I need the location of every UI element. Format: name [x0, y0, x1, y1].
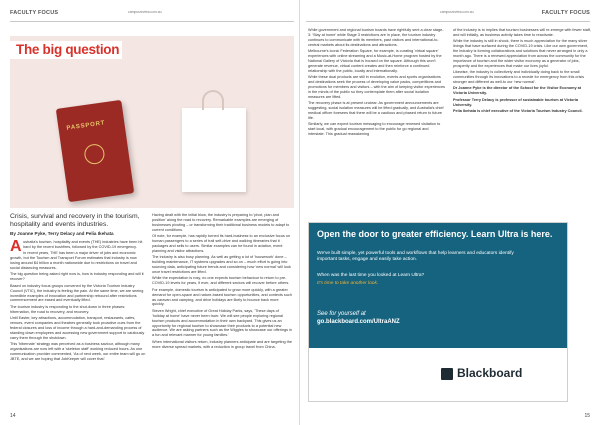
bag-handle: [202, 90, 224, 110]
paragraph: Of note, for example, has rapidly turned its hard-business to an exclusive focus on human passengers to a series of trail self-drive and walking itineraries that it packages and sells to users. Similar examples can be found in aviation, event planning and visitor attractions.: [152, 234, 291, 253]
paragraph: The industry is also busy planning. As well as getting a lot of 'housework' done – building maintenance, IT systems upgrades and so on – much effort is going into sourcing data, anticipating future trends and considering how 'new normal' will look once travel restrictions are lifted.: [152, 255, 291, 274]
ad-question: When was the last time you looked at Learn Ultra?: [317, 273, 425, 278]
paragraph: of the industry is to implies that tourism businesses will re-emerge with fewer staff, and will initially, as business activity takes time to reactivate.: [453, 28, 591, 37]
ad-cta[interactable]: [317, 311, 400, 326]
right-section-label: FACULTY FOCUS: [541, 10, 590, 16]
passport-emblem-icon: [83, 143, 106, 166]
right-header-rule: [306, 21, 590, 22]
paragraph: While these dual products are still in evolution, events and sports organisations and destinations seek the process of developing value packs, competitions and promotions for members and visitors – with the aim of keeping visitor experiences in the minds of the public so they contemplate them after social isolation measures are lifted.: [308, 75, 445, 99]
drop-cap: A: [10, 240, 22, 255]
paragraph: In recent years, THE has been a major driver of jobs and economic growth, but the Tourism and Transport Forum estimates that industry is now losing around $4 billion a month nationwide due to restrictions on travel and social distancing measures.: [10, 251, 137, 271]
paragraph: Melbourne's iconic Federation Square, for example, is curating 'virtual square' experiences with online streaming and a Music-at-Home program hosted by the National Gallery of Victoria that is housed on the square. Although this won't generate revenue, virtual content creates and then reinforce a continued relationship with the public, locally and internationally.: [308, 49, 442, 73]
paragraph: The big question being asked right now is, how is industry responding and will it recover?: [10, 272, 144, 282]
passport-label: PASSPORT: [66, 120, 106, 132]
left-running-head: [0, 10, 300, 20]
paragraph: Steven Wright, chief executive of Great Holiday Parks, says, 'These days of 'holiday at home' have never been truer. We will see people exploring regional tourism products and accommodation in their own backyard. This gives us an opportunity for regional tourism to showcase their products to a potential new audience. We are asking partners such as the Wiggles to showcase our offerings in a fun and relevant manner for young families.': [152, 308, 292, 338]
article-title: The big question: [16, 42, 120, 57]
ad-logo-area: [309, 348, 568, 402]
paragraph: This 'hibernate' strategy was perceived as a business saviour, although many organisations are now left with a 'skeleton staff' working reduced hours. As one communication provider commented, 'As of next week, our entire team will go on JBTE, and we are hoping that JobKeeper will cover that.': [10, 342, 146, 361]
paragraph-text: ustralia's tourism, hospitality and events (THE) industries have been hit hard by the recent bushfires, followed by the COVID-19 emergency.: [23, 240, 143, 249]
right-column-1: [308, 28, 446, 208]
left-header-rule: [10, 21, 294, 22]
blackboard-logo-icon: [441, 368, 453, 380]
right-page-number: 15: [584, 413, 590, 419]
paragraph: Until Easter, key attractions, accommodation, transport, restaurants, cafes, venues, event companies and theatres generally took proactive cues from the federal closures and loss of income through a hard-and-demanding process of standing down employees and accessing new government support to cautiously carry them through the shutdown.: [10, 316, 145, 340]
paragraph: While the industry is still in shock, there is much appreciation for the many silver linings that have surfaced during the COVID-19 crisis. Like our own government, the industry is forming collaborations and solutions that never arranged in only a month ago. There is a renewed appreciation from across the community for the importance of tourism and the wider visitor economy as a generator of jobs, prosperity and the experiences that make our lives joyful.: [453, 39, 589, 68]
shopping-bag-illustration: [182, 108, 246, 192]
blackboard-advertisement[interactable]: [308, 222, 568, 402]
author-bio: Professor Terry Delacy is professor of sustainable tourism at Victoria University.: [453, 97, 578, 107]
paragraph: The tourism industry is responding to the shut-down in three phases: hibernation, the road to recovery, and recovery.: [10, 304, 126, 314]
passport-illustration: [56, 100, 134, 202]
ad-cta-link[interactable]: go.blackboard.com/UltraANZ: [317, 318, 400, 325]
ad-tagline: It's time to take another look.: [317, 281, 379, 286]
paragraph: Having dealt with the initial blow, the industry is preparing to 'pivot, plan and position' along the road to recovery. Remarkable examples are emerging of businesses pivoting – or transforming their traditional business models to adapt to current conditions.: [152, 213, 290, 232]
paragraph: While government and regional tourism boards have rightfully sent a clear stage-3: 'Stay at home' while Stage 3 restrictions are in place, the tourism industry continues to communicate with its members, past visitors and international-to-central markets about its destinations and attractions.: [308, 28, 444, 47]
paragraph: Likewise, the industry is collectively and individually doing back to the small communities through its innovations to a recede for emergency from this crisis stronger and different as well-to our 'new normal'.: [453, 70, 585, 85]
right-column-2: [453, 28, 593, 218]
hero-image: [10, 36, 294, 208]
left-column-1: [10, 240, 146, 410]
paragraph: When international visitors return, industry planners anticipate and are targeting the more diverse spread markets, with a reduction in group travel from China.: [152, 339, 292, 349]
right-site-url: campusreview.com.au: [440, 10, 474, 14]
right-page: [300, 0, 600, 425]
right-running-head: [300, 10, 600, 20]
ad-body-text: We've built simple, yet powerful tools and workflows that help learners and educators identify important tasks, engage and easily take action.: [317, 251, 514, 262]
paragraph: Based on industry focus groups convened by the Victoria Tourism Industry Council (VTIC), the industry is feeling the pain. At the same time, we are seeing incredible examples of innovation and partnership rebound after restrictions commencement are eased and eventually lifted.: [10, 283, 144, 303]
paragraph: Similarly, we can expect tourism messaging to encourage renewed visitation to start local, with gradual encouragement to the public for go regional and interstate. This gradual reawakening: [308, 122, 441, 137]
author-bio: Dr Joanne Pyke is the director of the School for the Visitor Economy at Victoria University.: [453, 86, 581, 96]
left-page-number: 14: [10, 413, 16, 419]
left-section-label: FACULTY FOCUS: [10, 10, 59, 16]
author-bio: Pelia Ikehata is chief executive of the Victoria Tourism Industry Council.: [453, 109, 583, 114]
left-site-url: campusreview.com.au: [128, 10, 162, 14]
article-byline: By Joanne Pyke, Terry Delacy and Pelia Ikehata: [10, 231, 114, 236]
paragraph: [10, 240, 146, 255]
ad-headline: Open the door to greater efficiency. Learn Ultra is here.: [317, 229, 553, 239]
paragraph: While the expectation is rosy, no one expects tourism behaviour to return to pre-COVID-19 levels for years, if ever, and different sectors will recover before others.: [152, 276, 290, 286]
paragraph: The recovery phase is at present unclear. As government announcements are suggesting, social isolation measures will be lifted gradually, and Australia's chief medical officer foresees that there will be a cautious and phased return to future life.: [308, 101, 444, 120]
paragraph: For example, domestic tourism is anticipated to grow more quickly, with a greater demand for open-space and nature-based tourism opportunities, and contexts such as caravan and camping, and drive holidays are likely to bounce back more quickly.: [152, 287, 292, 307]
ad-brand-name: Blackboard: [457, 366, 523, 380]
left-column-2: [152, 213, 292, 409]
ad-cta-label: See for yourself at: [317, 311, 366, 317]
article-subhead: Crisis, survival and recovery in the tourism, hospitality and events industries.: [10, 213, 140, 228]
